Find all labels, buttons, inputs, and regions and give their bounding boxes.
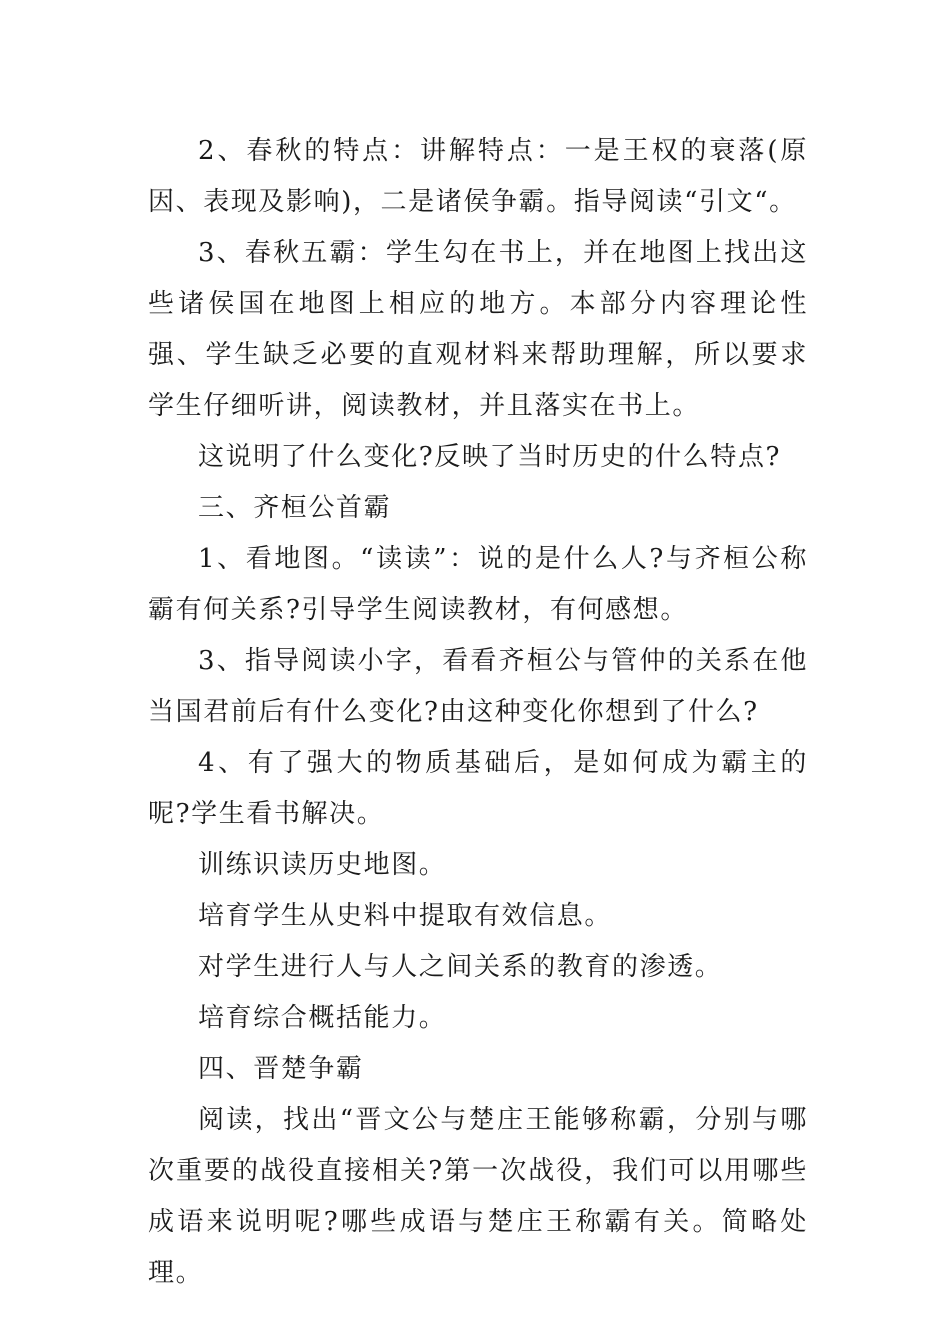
paragraph: 3、指导阅读小字，看看齐桓公与管仲的关系在他当国君前后有什么变化?由这种变化你想到了什么? [148,646,808,727]
paragraph: 这说明了什么变化?反映了当时历史的什么特点? [198,442,782,472]
document-page [148,126,808,1299]
paragraph: 对学生进行人与人之间关系的教育的渗透。 [198,952,723,982]
paragraph: 1、看地图。“读读”：说的是什么人?与齐桓公称霸有何关系?引导学生阅读教材，有何感想。 [148,544,808,625]
paragraph: 3、春秋五霸：学生勾在书上，并在地图上找出这些诸侯国在地图上相应的地方。本部分内容理论性强、学生缺乏必要的直观材料来帮助理解，所以要求学生仔细听讲，阅读教材，并且落实在书上。 [148,238,808,421]
paragraph: 培育学生从史料中提取有效信息。 [198,901,613,931]
section-heading: 三、齐桓公首霸 [198,493,392,523]
section-heading: 四、晋楚争霸 [198,1054,364,1084]
paragraph: 4、有了强大的物质基础后，是如何成为霸主的呢?学生看书解决。 [148,748,808,829]
paragraph: 阅读，找出“晋文公与楚庄王能够称霸，分别与哪次重要的战役直接相关?第一次战役，我们可以用哪些成语来说明呢?哪些成语与楚庄王称霸有关。简略处理。 [148,1105,808,1288]
paragraph: 训练识读历史地图。 [198,850,447,880]
paragraph: 培育综合概括能力。 [198,1003,447,1033]
paragraph: 2、春秋的特点：讲解特点：一是王权的衰落(原因、表现及影响)，二是诸侯争霸。指导阅读“引文“。 [148,136,808,217]
